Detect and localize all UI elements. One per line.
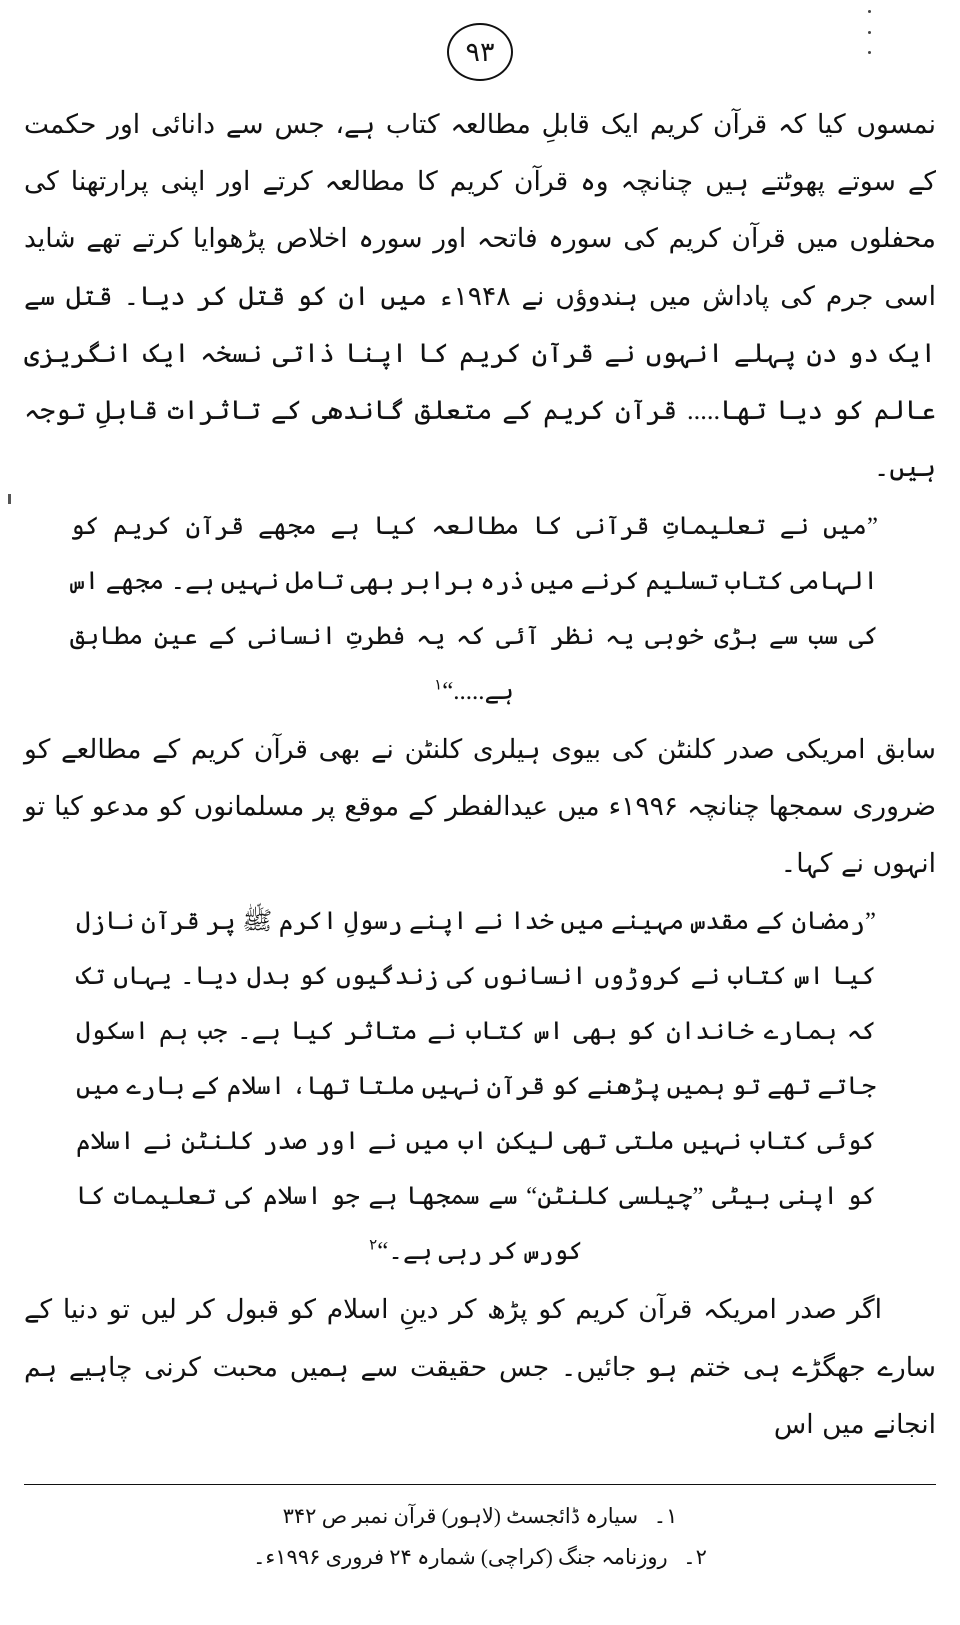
footnote-text: سیارہ ڈائجسٹ (لاہور) قرآن نمبر ص ۳۴۲	[282, 1504, 639, 1528]
footnote-marker-2: ۲	[369, 1238, 378, 1255]
footnote-item	[24, 1496, 936, 1537]
page-content	[24, 96, 936, 1455]
paragraph-clinton-intro: سابق امریکی صدر کلنٹن کی بیوی ہیلری کلنٹن نے بھی قرآن کریم کے مطالعے کو ضروری سمجھا چنانچہ ۱۹۹۶ء میں عیدالفطر کے موقع پر مسلمانوں کو مدعو کیا تو انہوں نے کہا۔	[24, 733, 936, 879]
quote-gandhi-text: ”میں نے تعلیماتِ قرآنی کا مطالعہ کیا ہے مجھے قرآن کریم کو الہامی کتاب تسلیم کرنے میں ذرہ برابر بھی تامل نہیں ہے۔ مجھے اس کی سب سے بڑی خوبی یہ نظر آئی کہ یہ فطرتِ انسانی کے عین مطابق ہے.....“	[70, 512, 878, 705]
margin-mark	[8, 494, 11, 504]
footnote-number: ۱۔	[653, 1504, 678, 1528]
footnote-number: ۲۔	[683, 1544, 707, 1569]
quote-gandhi	[24, 499, 936, 719]
footnote-text: روزنامہ جنگ (کراچی) شمارہ ۲۴ فروری ۱۹۹۶ء۔	[253, 1544, 668, 1569]
footnote-divider	[24, 1484, 936, 1485]
quote-hillary-clinton	[24, 894, 936, 1279]
corner-mark-dot	[868, 10, 871, 13]
footnote-marker-1: ۱	[434, 677, 443, 694]
paragraph-intro: نمسوں کیا کہ قرآن کریم ایک قابلِ مطالعہ کتاب ہے، جس سے دانائی اور حکمت کے سوتے پھوٹتے ہیں چنانچہ وہ قرآن کریم کا مطالعہ کرتے اور اپنی پرارتھنا کی محفلوں میں قرآن کریم کی سورہ فاتحہ اور سورہ اخلاص پڑھوایا کرتے تھے شاید اسی جرم کی پاداش میں ہندوؤں نے ۱۹۴۸ء میں ان کو قتل کر دیا۔ قتل سے ایک دو دن پہلے انہوں نے قرآن کریم کا اپنا ذاتی نسخہ ایک انگریزی عالم کو دیا تھا..... قرآن کریم کے متعلق گاندھی کے تاثرات قابلِ توجہ ہیں۔	[24, 109, 936, 483]
footnote-item	[24, 1537, 936, 1578]
paragraph-closing: اگر صدر امریکہ قرآن کریم کو پڑھ کر دینِ اسلام کو قبول کر لیں تو دنیا کے سارے جھگڑے ہی ختم ہو جائیں۔ جس حقیقت سے ہمیں محبت کرنی چاہیے ہم انجانے میں اس	[24, 1294, 936, 1439]
page-number: ۹۳	[447, 23, 513, 81]
quote-hillary-text: ”رمضان کے مقدس مہینے میں خدا نے اپنے رسولِ اکرم ﷺ پر قرآن نازل کیا اس کتاب نے کروڑوں انسانوں کی زندگیوں کو بدل دیا۔ یہاں تک کہ ہمارے خاندان کو بھی اس کتاب نے متاثر کیا ہے۔ جب ہم اسکول جاتے تھے تو ہمیں پڑھنے کو قرآن نہیں ملتا تھا، اسلام کے بارے میں کوئی کتاب نہیں ملتی تھی لیکن اب میں نے اور صدر کلنٹن نے اسلام کو اپنی بیٹی ”چیلسی کلنٹن“ سے سمجھا ہے جو اسلام کی تعلیمات کا کورس کر رہی ہے۔“	[76, 908, 876, 1266]
footnotes-section	[24, 1496, 936, 1578]
page-number-container	[0, 16, 960, 88]
